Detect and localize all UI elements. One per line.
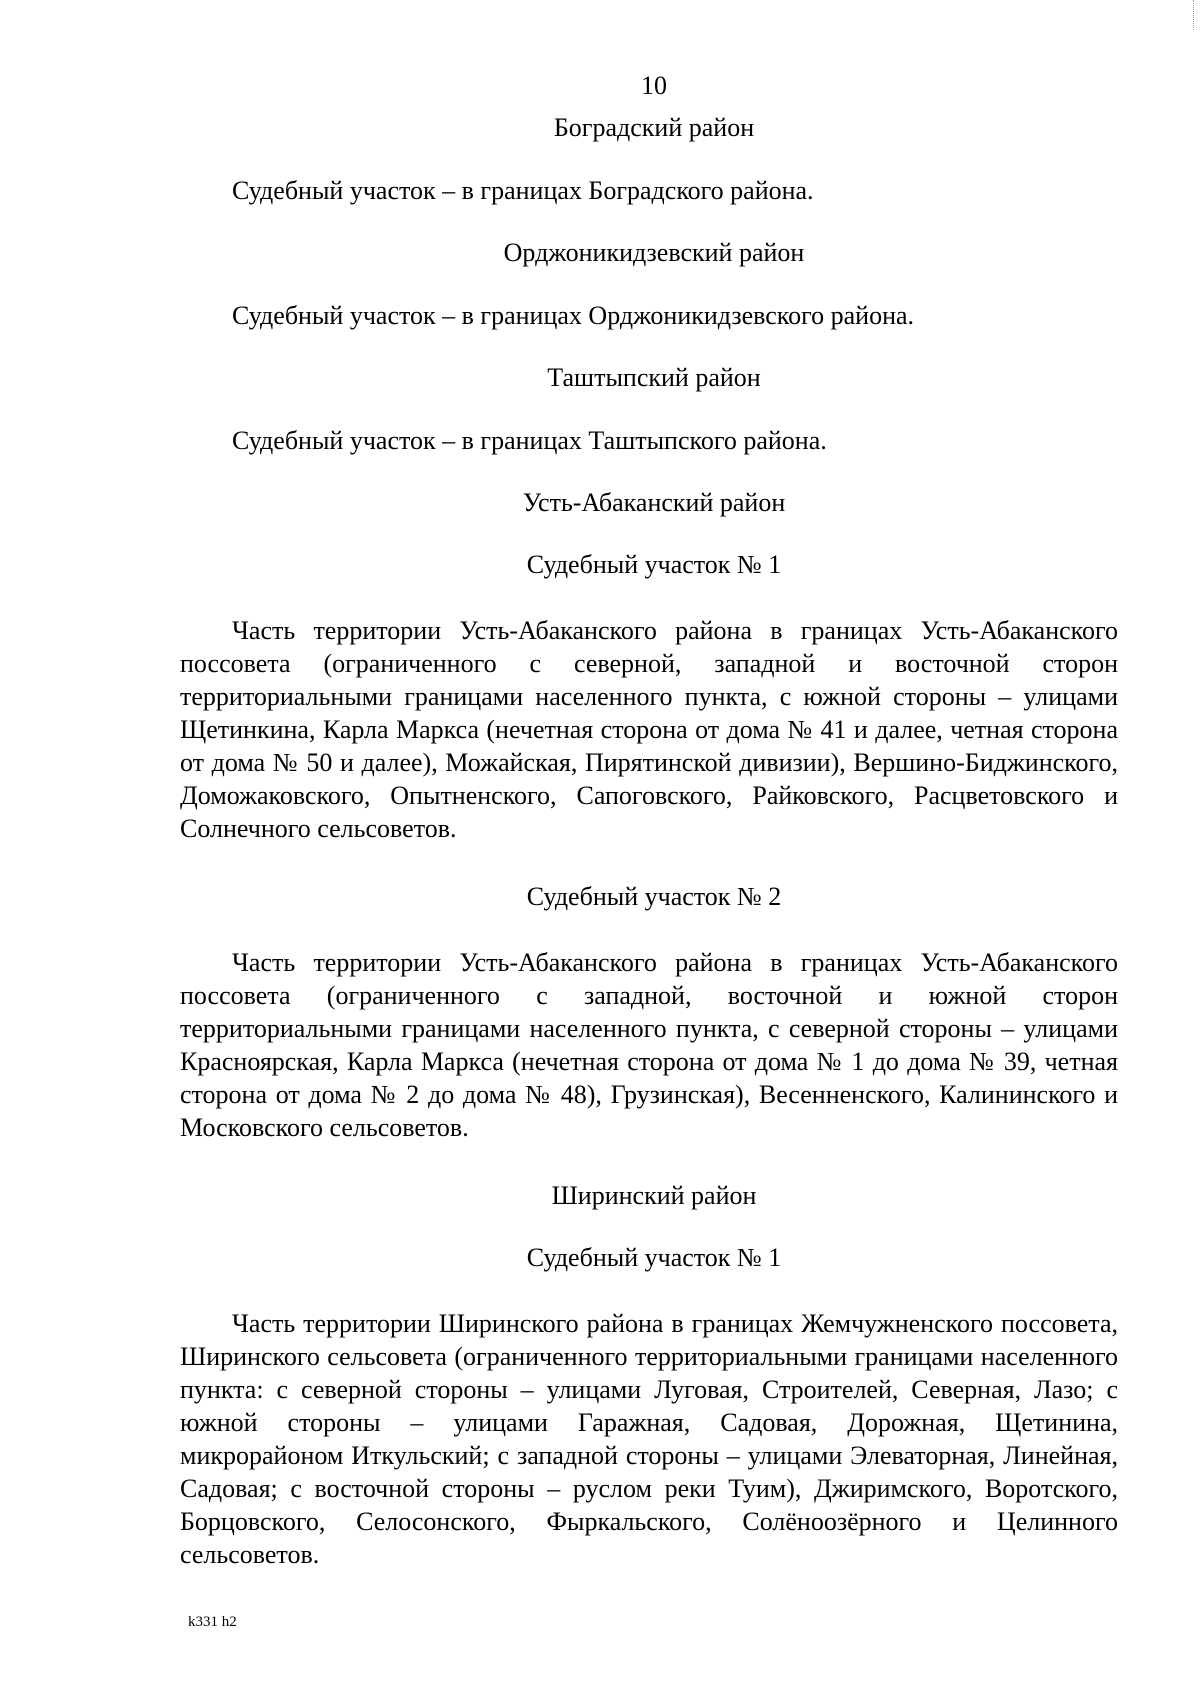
district-paragraph-ordzhonikidzevsky: Судебный участок – в границах Орджоникидзевского района. [232,301,915,330]
district-paragraph-tashtypsky: Судебный участок – в границах Таштыпского района. [232,426,827,455]
court-section-paragraph-shirinsky-1: Часть территории Ширинского района в границах Жемчужненского поссовета, Ширинского сельсовета (ограниченного территориальными границами населенного пункта: с северной стороны – улицами Луговая, Строителей, Северная, Лазо; с южной стороны – улицами Гаражная, Садовая, Дорожная, Щетинина, микрорайоном Иткульский; с западной стороны – улицами Элеваторная, Линейная, Садовая; с восточной стороны – руслом реки Туим), Джиримского, Воротского, Борцовского, Селосонского, Фыркальского, Солёноозёрного и Целинного сельсоветов. [180,1309,1118,1569]
document-body [180,70,1118,1571]
district-heading-ordzhonikidzevsky: Орджоникидзевский район [503,238,805,267]
district-heading-ust-abakansky: Усть-Абаканский район [522,488,786,517]
scan-artifact [1189,0,1194,30]
court-section-paragraph-ust-abakansky-1: Часть территории Усть-Абаканского района в границах Усть-Абаканского поссовета (ограниченного с северной, западной и восточной сторон территориальными границами населенного пункта, с южной стороны – улицами Щетинкина, Карла Маркса (нечетная сторона от дома № 41 и далее, четная сторона от дома № 50 и далее), Можайская, Пирятинской дивизии), Вершино-Биджинского, Доможаковского, Опытненского, Сапоговского, Райковского, Расцветовского и Солнечного сельсоветов. [180,616,1118,843]
court-section-heading-ust-abakansky-2: Судебный участок № 2 [526,882,782,911]
court-section-heading-ust-abakansky-1: Судебный участок № 1 [526,550,782,579]
footer-document-code: k331 h2 [188,1614,237,1630]
court-section-heading-shirinsky-1: Судебный участок № 1 [526,1243,782,1272]
district-heading-shirinsky: Ширинский район [551,1181,757,1210]
district-paragraph-bogradsky: Судебный участок – в границах Боградского района. [232,176,814,205]
district-heading-bogradsky: Боградский район [553,113,755,142]
page-number: 10 [641,71,667,100]
court-section-paragraph-ust-abakansky-2: Часть территории Усть-Абаканского района в границах Усть-Абаканского поссовета (ограниченного с западной, восточной и южной сторон территориальными границами населенного пункта, с северной стороны – улицами Красноярская, Карла Маркса (нечетная сторона от дома № 1 до дома № 39, четная сторона от дома № 2 до дома № 48), Грузинская), Весенненского, Калининского и Московского сельсоветов. [180,948,1118,1142]
district-heading-tashtypsky: Таштыпский район [547,363,761,392]
